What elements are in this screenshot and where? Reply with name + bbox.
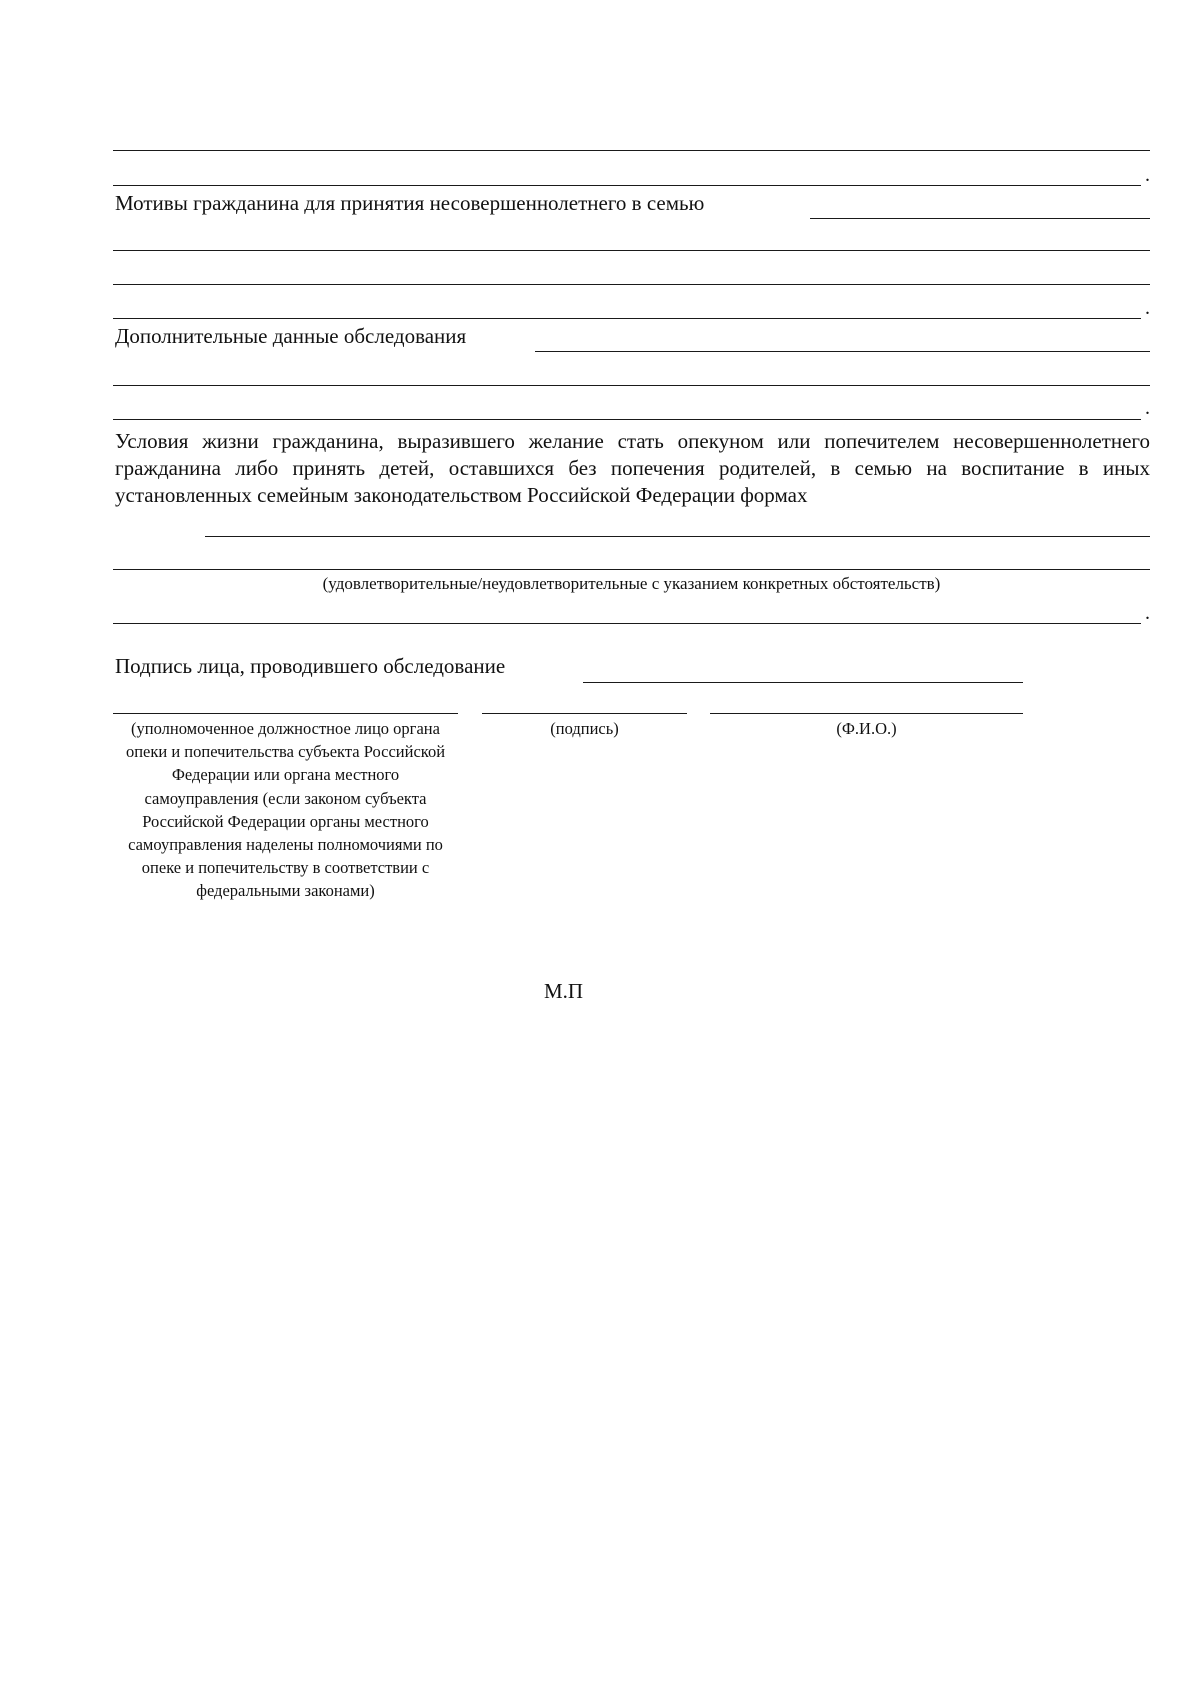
period-mark: . [1145, 164, 1150, 186]
period-mark: . [1145, 602, 1150, 624]
motives-line-4[interactable] [113, 318, 1141, 319]
signature-label: Подпись лица, проводившего обследование [115, 654, 506, 678]
additional-line-2[interactable] [113, 385, 1150, 386]
signature-input-line[interactable] [583, 682, 1023, 683]
blank-line-2 [113, 185, 1141, 186]
motives-input-line[interactable] [810, 218, 1150, 219]
period-mark: . [1145, 297, 1150, 319]
name-line[interactable] [710, 713, 1023, 714]
living-conditions-input-line[interactable] [205, 536, 1150, 537]
official-caption: (уполномоченное должностное лицо органа опеки и попечительства субъекта Российской Федерации или органа местного самоуправления (если законом субъекта Российской Федерации органы местного самоуправления наделены полномочиями по опеке и попечительству в соответствии с федеральными законами) [125, 719, 446, 901]
official-line[interactable] [113, 713, 458, 714]
motives-label: Мотивы гражданина для принятия несовершеннолетнего в семью [115, 191, 705, 215]
name-caption: (Ф.И.О.) [836, 719, 897, 738]
living-conditions-line-2[interactable] [113, 569, 1150, 570]
blank-line-1 [113, 150, 1150, 151]
signature-caption: (подпись) [550, 719, 619, 738]
signature-line[interactable] [482, 713, 687, 714]
living-conditions-line-3[interactable] [113, 623, 1141, 624]
seal-mark: М.П [544, 979, 584, 1003]
living-conditions-text: Условия жизни гражданина, выразившего желание стать опекуном или попечителем несовершеннолетнего гражданина либо принять детей, оставшихся без попечения родителей, в семью на воспитание в иных установленных семейным законодательством Российской Федерации формах [115, 429, 1150, 507]
additional-input-line[interactable] [535, 351, 1150, 352]
motives-line-3[interactable] [113, 284, 1150, 285]
period-mark: . [1145, 397, 1150, 419]
living-conditions-hint: (удовлетворительные/неудовлетворительные с указанием конкретных обстоятельств) [322, 574, 941, 593]
motives-line-2[interactable] [113, 250, 1150, 251]
additional-line-3[interactable] [113, 419, 1141, 420]
additional-data-label: Дополнительные данные обследования [115, 324, 467, 348]
